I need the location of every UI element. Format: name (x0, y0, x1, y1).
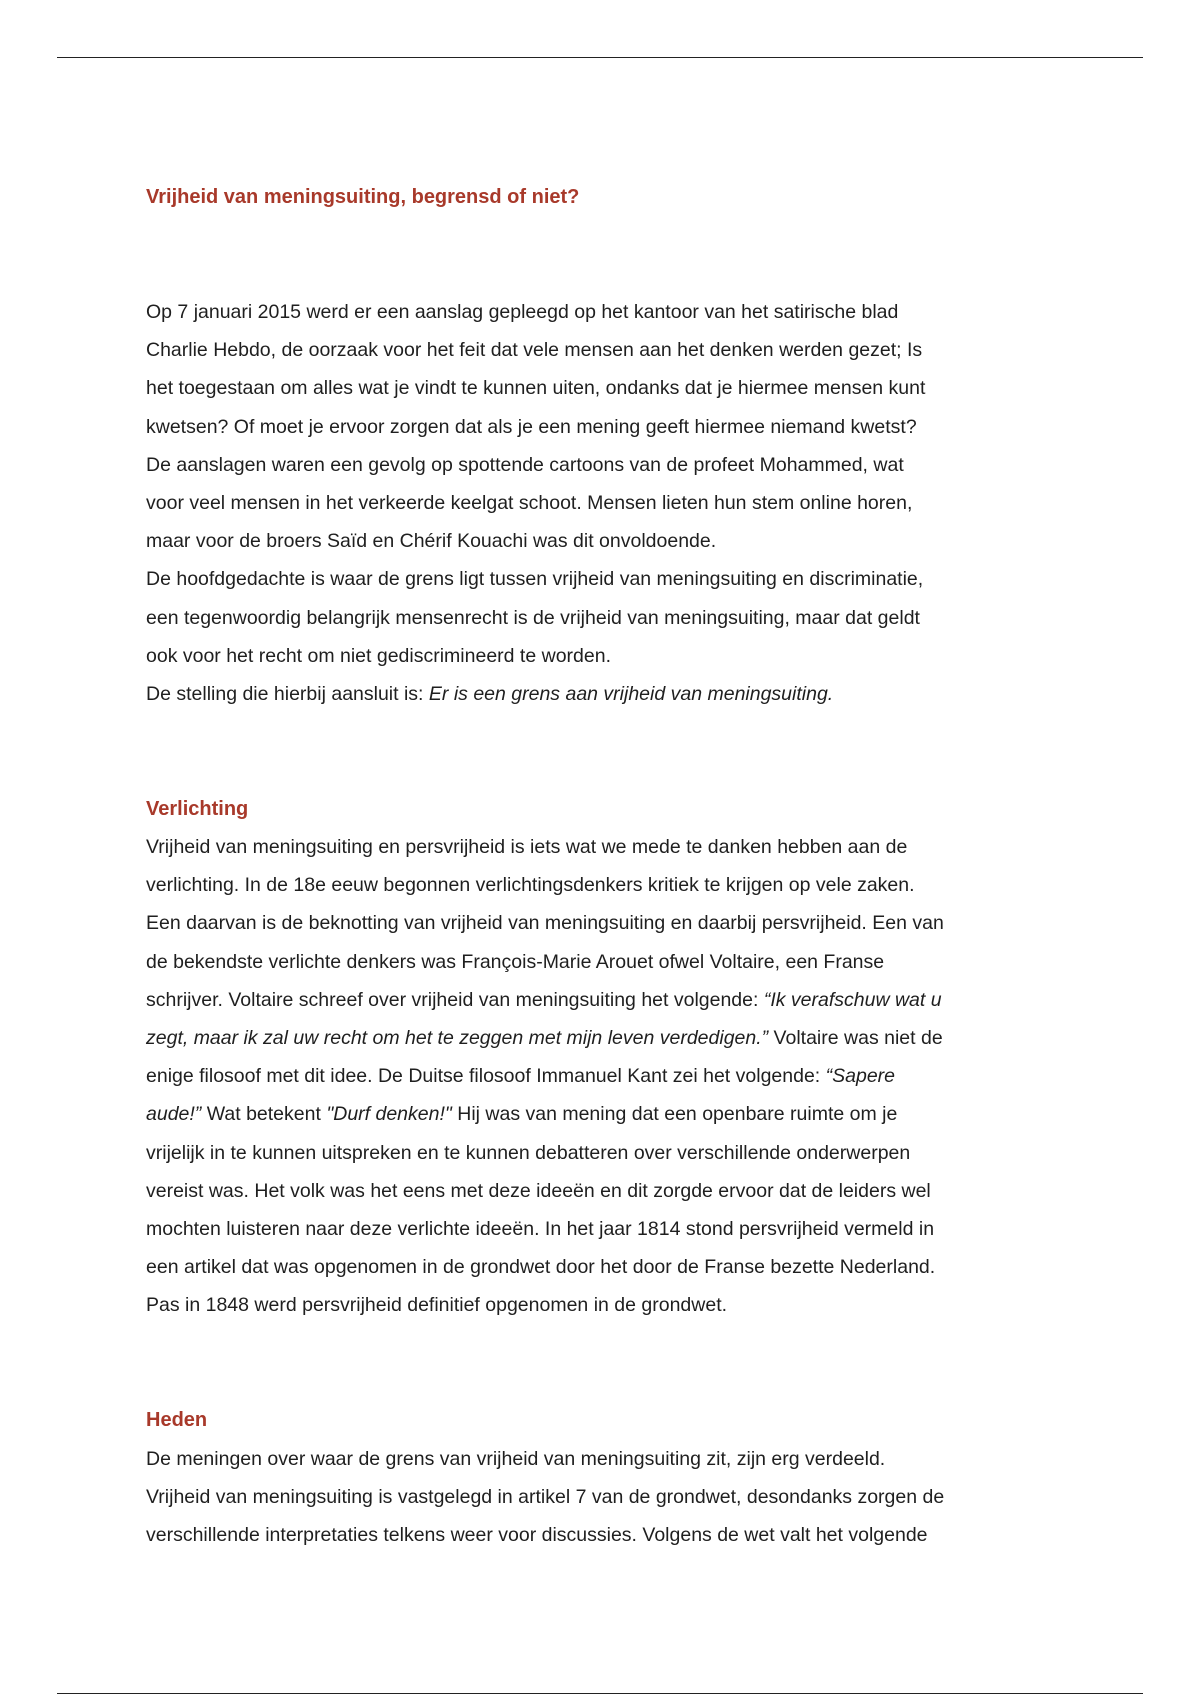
verlichting-paragraph (146, 828, 1096, 1325)
kant-quote-part2: aude!” (146, 1103, 202, 1126)
intro-line: maar voor de broers Saïd en Chérif Kouachi was dit onvoldoende. (146, 530, 717, 553)
verlichting-line (146, 1019, 1096, 1057)
verlichting-line: mochten luisteren naar deze verlichte ideeën. In het jaar 1814 stond persvrijheid vermeld in (146, 1218, 935, 1241)
section-heading-heden: Heden (146, 1409, 208, 1431)
verlichting-line: vrijelijk in te kunnen uitspreken en te kunnen debatteren over verschillende onderwerpen (146, 1141, 911, 1164)
heden-paragraph (146, 1440, 1096, 1555)
verlichting-line: de bekendste verlichte denkers was François-Marie Arouet ofwel Voltaire, een Franse (146, 950, 885, 973)
section-heading-verlichting: Verlichting (146, 798, 249, 820)
intro-line: ook voor het recht om niet gediscrimineerd te worden. (146, 644, 611, 667)
voltaire-intro: schrijver. Voltaire schreef over vrijheid van meningsuiting het volgende: (146, 988, 764, 1011)
verlichting-line: vereist was. Het volk was het eens met deze ideeën en dit zorgde ervoor dat de leiders wel (146, 1179, 931, 1202)
voltaire-quote-part1: “Ik verafschuw wat u (763, 988, 942, 1011)
heden-line: verschillende interpretaties telkens weer voor discussies. Volgens de wet valt het volgende (146, 1524, 928, 1547)
verlichting-line: een artikel dat was opgenomen in de grondwet door het door de Franse bezette Nederland. (146, 1256, 936, 1279)
heden-line: De meningen over waar de grens van vrijheid van meningsuiting zit, zijn erg verdeeld. (146, 1448, 886, 1470)
document-title: Vrijheid van meningsuiting, begrensd of niet? (146, 186, 580, 208)
intro-line: voor veel mensen in het verkeerde keelgat schoot. Mensen lieten hun stem online horen, (146, 492, 913, 515)
voltaire-tail: Voltaire was niet de (768, 1027, 943, 1050)
verlichting-line: Pas in 1848 werd persvrijheid definitief opgenomen in de grondwet. (146, 1294, 728, 1317)
kant-tail: Hij was van mening dat een openbare ruimte om je (451, 1103, 898, 1126)
intro-line: het toegestaan om alles wat je vindt te kunnen uiten, ondanks dat je hiermee mensen kunt (146, 377, 926, 400)
intro-line: De hoofdgedachte is waar de grens ligt tussen vrijheid van meningsuiting en discriminatie, (146, 568, 924, 591)
intro-line: een tegenwoordig belangrijk mensenrecht is de vrijheid van meningsuiting, maar dat geldt (146, 606, 920, 629)
intro-line: Op 7 januari 2015 werd er een aanslag gepleegd op het kantoor van het satirische blad (146, 301, 899, 323)
kant-intro: enige filosoof met dit idee. De Duitse filosoof Immanuel Kant zei het volgende: (146, 1065, 826, 1088)
intro-line: Charlie Hebdo, de oorzaak voor het feit dat vele mensen aan het denken werden gezet; Is (146, 339, 923, 362)
intro-paragraph (146, 293, 1096, 713)
kant-quote-part1: “Sapere (825, 1065, 896, 1088)
verlichting-line: verlichting. In de 18e eeuw begonnen verlichtingsdenkers kritiek te krijgen op vele zaken. (146, 874, 915, 897)
bottom-rule (57, 1693, 1143, 1694)
verlichting-line: Vrijheid van meningsuiting en persvrijheid is iets wat we mede te danken hebben aan de (146, 836, 908, 858)
verlichting-line (146, 1095, 1096, 1133)
intro-line: kwetsen? Of moet je ervoor zorgen dat als je een mening geeft hiermee niemand kwetst? (146, 415, 917, 438)
heden-line: Vrijheid van meningsuiting is vastgelegd in artikel 7 van de grondwet, desondanks zorgen de (146, 1486, 945, 1509)
voltaire-quote-part2: zegt, maar ik zal uw recht om het te zeggen met mijn leven verdedigen.” (146, 1027, 769, 1050)
kant-meaning-prefix: Wat betekent (201, 1103, 327, 1126)
stelling-italic: Er is een grens aan vrijheid van meningsuiting. (428, 683, 834, 706)
verlichting-line (146, 1057, 1096, 1095)
top-rule (57, 57, 1143, 58)
verlichting-line (146, 981, 1096, 1019)
intro-line: De aanslagen waren een gevolg op spottende cartoons van de profeet Mohammed, wat (146, 453, 904, 476)
verlichting-line: Een daarvan is de beknotting van vrijheid van meningsuiting en daarbij persvrijheid. Een van (146, 912, 944, 935)
stelling-line (146, 675, 1096, 713)
kant-meaning: "Durf denken!" (326, 1103, 452, 1126)
stelling-prefix: De stelling die hierbij aansluit is: (146, 683, 429, 706)
